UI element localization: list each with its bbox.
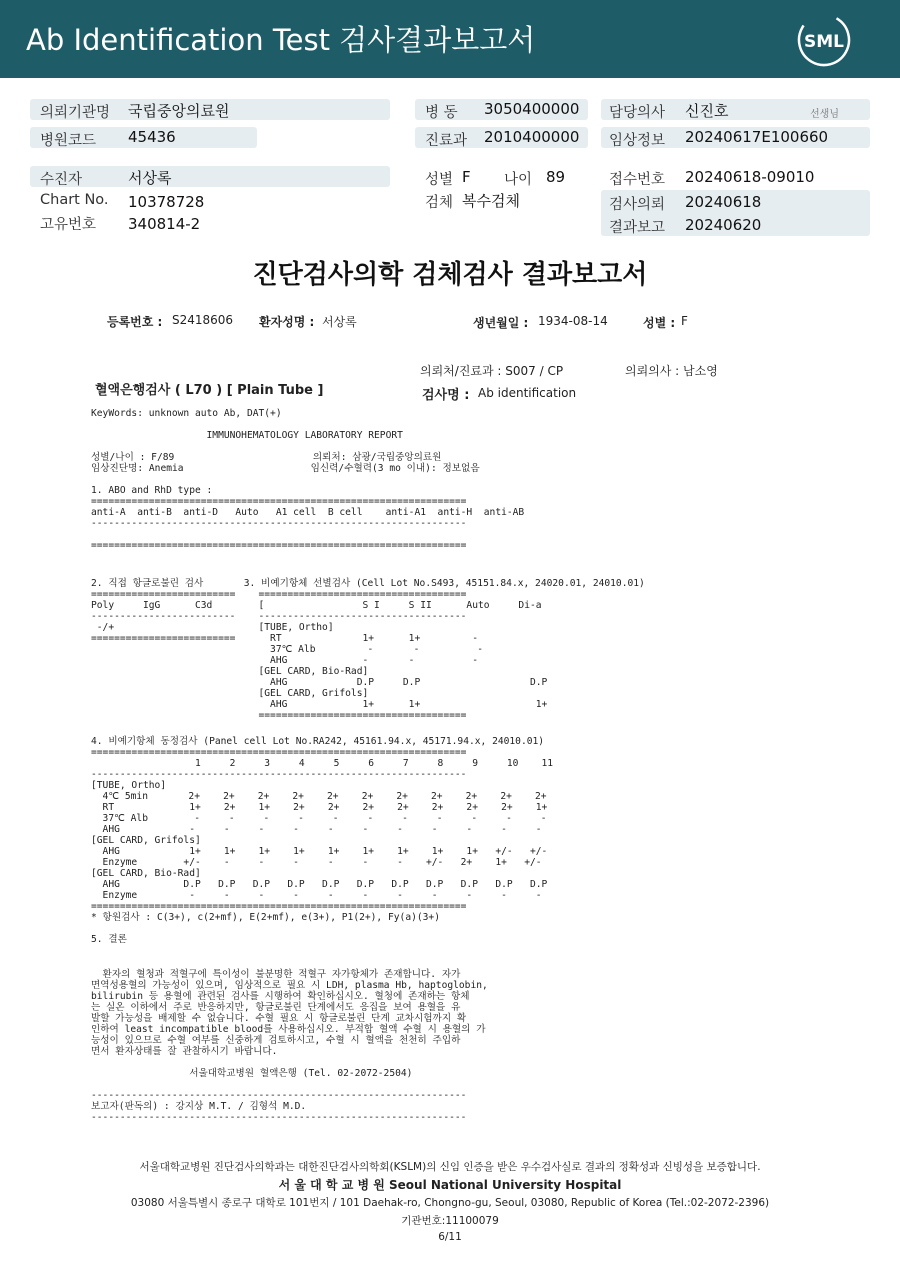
dept-label: 진료과 — [425, 133, 468, 149]
page-number: 6/11 — [438, 1231, 462, 1243]
sex-label: 성별 — [425, 172, 454, 188]
report-panel-identification: 4. 비예기항체 동정검사 (Panel cell Lot No.RA242, 45161.94.x, 45171.94.x, 24010.01) ================================================================= 1 2 3 4 5 6 7 8 9 10 11 ----------------------------------------------------------------- [TUBE, Ortho] 4℃ 5min 2+ 2+ 2+ 2+ 2+ 2+ 2+ 2+ 2+ 2+ 2+ RT 1+ 2+ 1+ 2+ 2+ 2+ 2+ 2+ 2+ 2+ 1+ 37℃ Alb - - - - - - - - - - - AHG - - - - - - - - - - - [GEL CARD, Grifols] AHG 1+ 1+ 1+ 1+ 1+ 1+ 1+ 1+ 1+ +/- +/- Enzyme +/- - - - - - - +/- 2+ 1+ +/- [GEL CARD, Bio-Rad] AHG D.P D.P D.P D.P D.P D.P D.P D.P D.P D.P D.P Enzyme - - - - - - - - - - - ================================================================= * 항원검사 : C(3+), c(2+mf), E(2+mf), e(3+), P1(2+), Fy(a)(3+) 5. 결론 — [91, 736, 554, 945]
footer-certification: 서울대학교병원 진단검사의학과는 대한진단검사의학회(KSLM)의 신임 인증을 받은 우수검사실로 결과의 정확성과 신빙성을 보증합니다. — [139, 1161, 761, 1173]
sml-logo-icon — [796, 12, 852, 68]
report-date-label: 결과보고 — [609, 220, 666, 236]
doc-sex-value: F — [681, 314, 688, 328]
org-value: 국립중앙의료원 — [128, 102, 230, 120]
report-date-value: 20240620 — [685, 216, 762, 234]
name-value: 서상록 — [322, 315, 357, 329]
org-label: 의뢰기관명 — [40, 105, 111, 121]
chart-value: 10378728 — [128, 193, 205, 211]
patient-box — [30, 166, 390, 187]
report-conclusion: 환자의 혈청과 적혈구에 특이성이 불분명한 적혈구 자가항체가 존재합니다. 자가 면역성용혈의 가능성이 있으며, 임상적으로 필요 시 LDH, plasma Hb, haptoglobin, bilirubin 등 용혈에 관련된 검사를 시행하여 확인하십시오. 혈청에 존재하는 항체 는 실온 이하에서 주로 반응하지만, 항글로불린 단계에서도 응집을 보여 용혈을 유 발할 가능성을 배제할 수 없습니다. 수혈 필요 시 항글로불린 단계 교차시험까지 확 인하여 least incompatible blood를 사용하십시오. 부적합 혈액 수혈 시 용혈의 가 능성이 있으므로 수혈 여부를 신중하게 검토하시고, 수혈 시 혈액을 천천히 주입하 면서 환자상태를 잘 관찰하시기 바랍니다. 서울대학교병원 혈액은행 (Tel. 02-2072-2504) ----------------------------------------------------------------- 보고자(판독의) : 강지상 M.T. / 김형석 M.D. ----------------------------------------------------------------- — [91, 969, 488, 1123]
ward-label: 병 동 — [425, 105, 458, 121]
specimen-label: 검체 — [425, 195, 454, 211]
logo-text: SML — [804, 32, 844, 52]
hosp-code-label: 병원코드 — [40, 133, 97, 149]
reg-label: 등록번호 : — [107, 315, 163, 329]
name-label: 환자성명 : — [259, 315, 315, 329]
patient-label: 수진자 — [40, 172, 83, 188]
age-label: 나이 — [504, 172, 533, 188]
patient-value: 서상록 — [128, 169, 172, 187]
hosp-code-value: 45436 — [128, 128, 176, 146]
footer-hospital-name: 서 울 대 학 교 병 원 Seoul National University Hospital — [278, 1178, 622, 1192]
specimen-value: 복수검체 — [462, 192, 520, 210]
age-value: 89 — [546, 168, 566, 186]
footer-institution-code: 기관번호:11100079 — [401, 1215, 499, 1227]
doctor-suffix: 선생님 — [810, 109, 839, 120]
report-header — [0, 0, 900, 78]
document-title: 진단검사의학 검체검사 결과보고서 — [252, 260, 648, 290]
referring-doctor: 의뢰의사 : 남소영 — [625, 364, 718, 378]
birth-label: 생년월일 : — [473, 316, 529, 330]
receipt-value: 20240618-09010 — [685, 168, 815, 186]
sex-value: F — [462, 168, 471, 186]
doctor-value: 신진호 — [685, 102, 729, 120]
test-name-label: 검사명 : — [422, 388, 470, 403]
receipt-label: 접수번호 — [609, 172, 666, 188]
ward-value: 3050400000 — [484, 100, 580, 118]
report-keywords-abo: KeyWords: unknown auto Ab, DAT(+) IMMUNOHEMATOLOGY LABORATORY REPORT 성별/나이 : F/89 의뢰처: 삼광/국립중앙의료원 임상진단명: Anemia 임신력/수혈력(3 mo 이내): 정보없음 1. ABO and RhD type : ================================================================= anti-A anti-B anti-D Auto A1 cell B cell anti-A1 anti-H anti-AB ----------------------------------------------------------------- ================================================================= — [91, 408, 525, 551]
birth-value: 1934-08-14 — [538, 314, 608, 328]
test-group: 혈액은행검사 ( L70 ) [ Plain Tube ] — [95, 383, 324, 398]
request-label: 검사의뢰 — [609, 197, 666, 213]
request-value: 20240618 — [685, 193, 762, 211]
footer-address: 03080 서울특별시 종로구 대학로 101번지 / 101 Daehak-ro, Chongno-gu, Seoul, 03080, Republic of Korea (Tel.:02-2072-2396) — [130, 1197, 770, 1209]
report-title: Ab Identification Test 검사결과보고서 — [26, 23, 536, 57]
test-name-value: Ab identification — [478, 386, 577, 400]
doctor-label: 담당의사 — [609, 105, 666, 121]
report-dat-screening: 2. 직접 항글로불린 검사 3. 비예기항체 선별검사 (Cell Lot No.S493, 45151.84.x, 24020.01, 24010.01) ========================= ==================================== Poly IgG C3d [ S I S II Auto Di-a ------------------------- ------------------------------------ -/+ [TUBE, Ortho] ========================= RT 1+ 1+ - 37℃ Alb - - - AHG - - - [GEL CARD, Bio-Rad] AHG D.P D.P D.P [GEL CARD, Grifols] AHG 1+ 1+ 1+ ==================================== — [91, 578, 645, 721]
doc-sex-label: 성별 : — [643, 316, 676, 330]
referral-info: 의뢰처/진료과 : S007 / CP — [420, 364, 564, 378]
chart-label: Chart No. — [40, 192, 109, 208]
dept-value: 2010400000 — [484, 128, 580, 146]
clinical-label: 임상정보 — [609, 133, 666, 149]
clinical-value: 20240617E100660 — [685, 128, 829, 146]
unique-value: 340814-2 — [128, 215, 201, 233]
unique-label: 고유번호 — [40, 217, 97, 233]
reg-value: S2418606 — [172, 313, 234, 327]
